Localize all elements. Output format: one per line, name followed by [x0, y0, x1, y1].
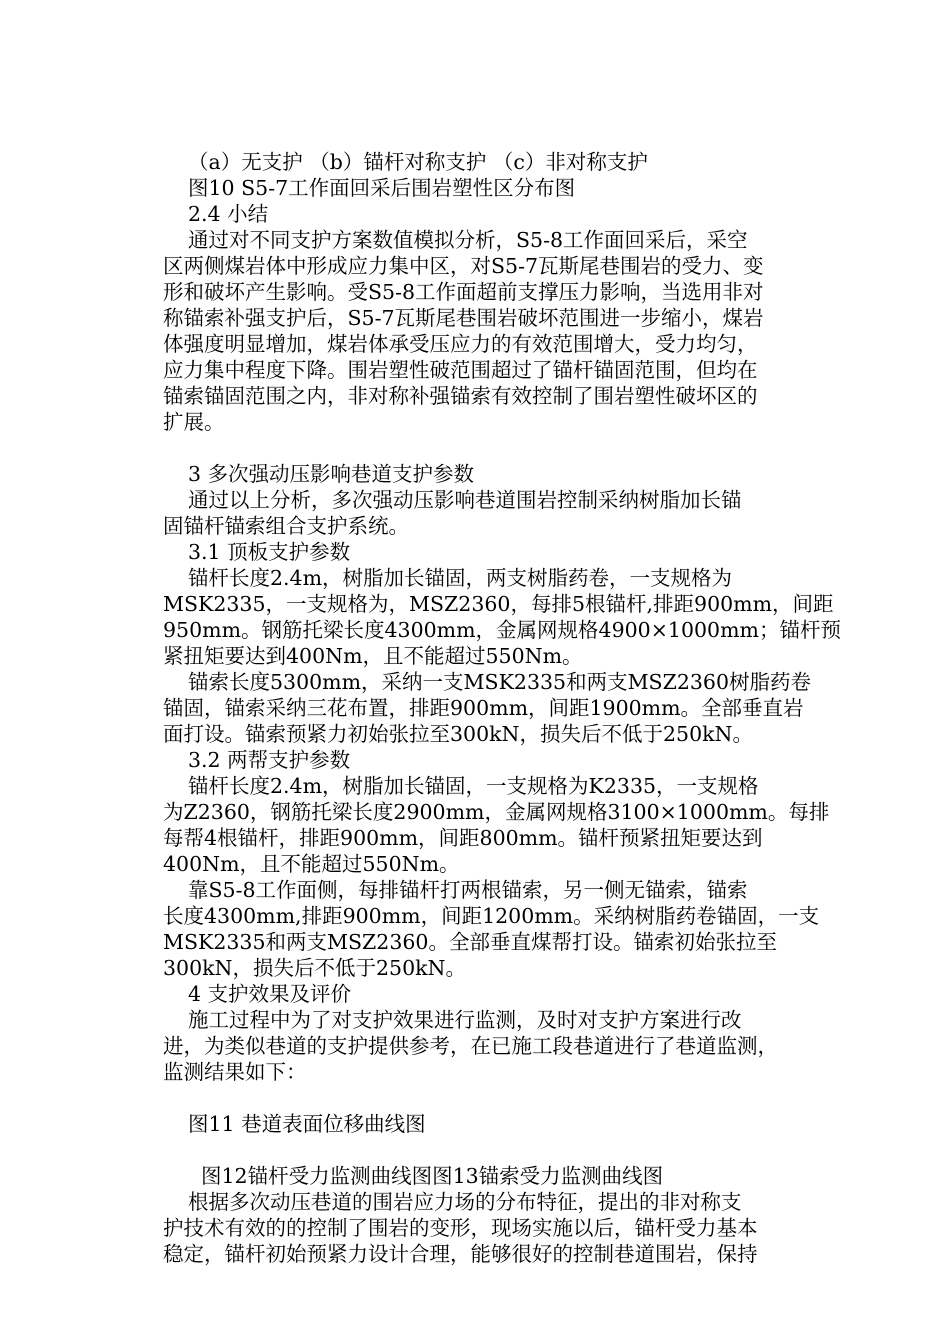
paragraph-line: 体强度明显增加，煤岩体承受压应力的有效范围增大，受力均匀， [163, 332, 758, 356]
paragraph-line: 监测结果如下： [163, 1060, 307, 1084]
section-heading-4: 4 支护效果及评价 [188, 982, 352, 1006]
paragraph-line: 护技术有效的的控制了围岩的变形，现场实施以后，锚杆受力基本 [163, 1216, 758, 1240]
paragraph-line: MSK2335，一支规格为，MSZ2360，每排5根锚杆,排距900mm，间距 [163, 592, 834, 616]
paragraph-line: 固锚杆锚索组合支护系统。 [163, 514, 409, 538]
paragraph-line: 稳定，锚杆初始预紧力设计合理，能够很好的控制巷道围岩，保持 [163, 1242, 758, 1266]
paragraph-line: 面打设。锚索预紧力初始张拉至300kN，损失后不低于250kN。 [163, 722, 753, 746]
paragraph-line: 通过以上分析，多次强动压影响巷道围岩控制采纳树脂加长锚 [188, 488, 742, 512]
figure-11-caption: 图11 巷道表面位移曲线图 [188, 1112, 426, 1136]
paragraph-line: 长度4300mm,排距900mm，间距1200mm。采纳树脂药卷锚固，一支 [163, 904, 820, 928]
figure-12-13-caption: 图12锚杆受力监测曲线图图13锚索受力监测曲线图 [201, 1164, 664, 1188]
paragraph-line: 950mm。钢筋托梁长度4300mm，金属网规格4900×1000mm；锚杆预 [163, 618, 841, 642]
paragraph-line: 进，为类似巷道的支护提供参考，在已施工段巷道进行了巷道监测， [163, 1034, 778, 1058]
paragraph-line: 400Nm，且不能超过550Nm。 [163, 852, 460, 876]
paragraph-line: 锚固，锚索采纳三花布置，排距900mm，间距1900mm。全部垂直岩 [163, 696, 804, 720]
section-heading-3-1: 3.1 顶板支护参数 [188, 540, 351, 564]
figure-subcaption: （a）无支护 （b）锚杆对称支护 （c）非对称支护 [188, 150, 648, 174]
paragraph-line: 紧扭矩要达到400Nm，且不能超过550Nm。 [163, 644, 583, 668]
paragraph-line: 称锚索补强支护后，S5-7瓦斯尾巷围岩破坏范围进一步缩小，煤岩 [163, 306, 764, 330]
section-heading-3: 3 多次强动压影响巷道支护参数 [188, 462, 475, 486]
paragraph-line: 锚杆长度2.4m，树脂加长锚固，两支树脂药卷，一支规格为 [188, 566, 733, 590]
paragraph-line: 区两侧煤岩体中形成应力集中区，对S5-7瓦斯尾巷围岩的受力、变 [163, 254, 764, 278]
section-heading-3-2: 3.2 两帮支护参数 [188, 748, 351, 772]
paragraph-line: 形和破坏产生影响。受S5-8工作面超前支撑压力影响，当选用非对 [163, 280, 764, 304]
paragraph-line: 锚索长度5300mm，采纳一支MSK2335和两支MSZ2360树脂药卷 [188, 670, 812, 694]
paragraph-line: 为Z2360，钢筋托梁长度2900mm，金属网规格3100×1000mm。每排 [163, 800, 830, 824]
section-heading-2-4: 2.4 小结 [188, 202, 269, 226]
paragraph-line: 通过对不同支护方案数值模拟分析，S5-8工作面回采后，采空 [188, 228, 748, 252]
paragraph-line: 锚索锚固范围之内，非对称补强锚索有效控制了围岩塑性破坏区的 [163, 384, 758, 408]
paragraph-line: 300kN，损失后不低于250kN。 [163, 956, 466, 980]
paragraph-line: 靠S5-8工作面侧，每排锚杆打两根锚索，另一侧无锚索，锚索 [188, 878, 748, 902]
paragraph-line: 每帮4根锚杆，排距900mm，间距800mm。锚杆预紧扭矩要达到 [163, 826, 763, 850]
paragraph-line: MSK2335和两支MSZ2360。全部垂直煤帮打设。锚索初始张拉至 [163, 930, 777, 954]
paragraph-line: 根据多次动压巷道的围岩应力场的分布特征，提出的非对称支 [188, 1190, 742, 1214]
paragraph-line: 扩展。 [163, 410, 225, 434]
paragraph-line: 锚杆长度2.4m，树脂加长锚固，一支规格为K2335，一支规格 [188, 774, 759, 798]
paragraph-line: 施工过程中为了对支护效果进行监测，及时对支护方案进行改 [188, 1008, 742, 1032]
figure-10-caption: 图10 S5-7工作面回采后围岩塑性区分布图 [188, 176, 576, 200]
paragraph-line: 应力集中程度下降。围岩塑性破范围超过了锚杆锚固范围，但均在 [163, 358, 758, 382]
